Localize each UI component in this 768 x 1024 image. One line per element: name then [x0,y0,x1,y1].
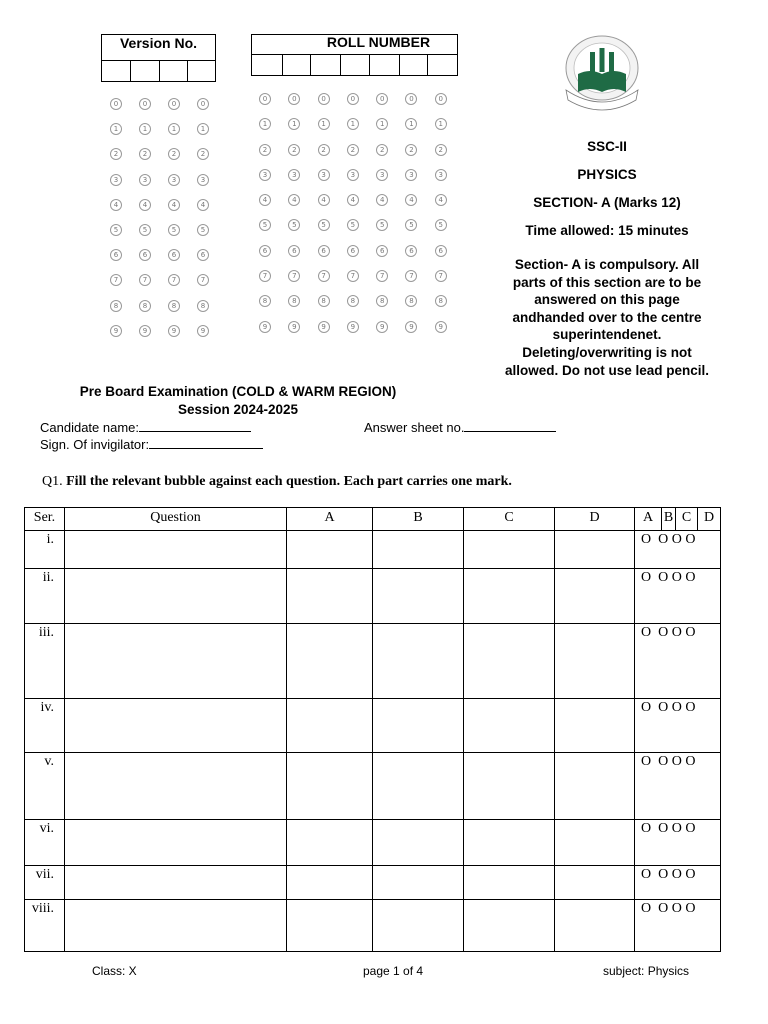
option-b-cell [373,900,464,952]
version-bubble-1[interactable]: 1 [139,123,151,135]
version-bubble-5[interactable]: 5 [197,224,209,236]
answer-bubbles[interactable]: O O O O [635,699,721,753]
option-a-cell [287,569,373,624]
roll-bubble-0[interactable]: 0 [259,93,271,105]
option-a-cell [287,753,373,820]
table-row [25,753,721,820]
roll-bubble-5[interactable]: 5 [347,219,359,231]
roll-bubble-0[interactable]: 0 [347,93,359,105]
roll-bubble-3[interactable]: 3 [347,169,359,181]
header-ser: Ser. [25,508,65,531]
roll-bubble-0[interactable]: 0 [318,93,330,105]
answer-sheet-line[interactable] [464,420,556,432]
row-serial: ii. [25,569,65,624]
question-cell [65,900,287,952]
roll-bubble-2[interactable]: 2 [347,144,359,156]
version-label-text: Version No. [119,35,198,51]
option-a-cell [287,699,373,753]
roll-bubble-8[interactable]: 8 [405,295,417,307]
version-cell[interactable] [130,61,159,81]
row-serial: vii. [25,866,65,900]
roll-cell[interactable] [282,55,311,75]
subject-heading: PHYSICS [577,167,637,182]
option-b-cell [373,569,464,624]
roll-bubble-6[interactable]: 6 [376,245,388,257]
version-bubble-1[interactable]: 1 [168,123,180,135]
question-instruction [42,474,512,490]
row-serial: viii. [25,900,65,952]
roll-bubble-2[interactable]: 2 [405,144,417,156]
roll-bubble-0[interactable]: 0 [288,93,300,105]
question-cell [65,531,287,569]
roll-bubble-6[interactable]: 6 [405,245,417,257]
row-serial: iv. [25,699,65,753]
version-bubble-2[interactable]: 2 [139,148,151,160]
roll-bubble-6[interactable]: 6 [347,245,359,257]
question-cell [65,624,287,699]
roll-bubble-6[interactable]: 6 [435,245,447,257]
table-header-row [25,508,721,531]
roll-bubble-3[interactable]: 3 [376,169,388,181]
roll-bubble-grid [259,93,447,333]
exam-session: Session 2024-2025 [177,402,299,417]
option-d-cell [555,569,635,624]
roll-bubble-3[interactable]: 3 [259,169,271,181]
version-bubble-3[interactable]: 3 [139,174,151,186]
option-a-cell [287,820,373,866]
question-cell [65,753,287,820]
version-bubble-4[interactable]: 4 [139,199,151,211]
class-heading: SSC-II [587,139,627,154]
roll-bubble-9[interactable]: 9 [435,321,447,333]
answer-bubbles[interactable]: O O O O [635,531,721,569]
version-bubble-9[interactable]: 9 [110,325,122,337]
roll-bubble-0[interactable]: 0 [376,93,388,105]
version-bubble-3[interactable]: 3 [110,174,122,186]
instructions-notice: Section- A is compulsory. All parts of this section are to be answered on this page andhanded over to the centre superintendenet. Deleting/overwriting is not allowed. Do not use lead pencil. [504,257,710,378]
roll-bubble-4[interactable]: 4 [376,194,388,206]
mcq-answer-table [24,507,721,952]
roll-bubble-7[interactable]: 7 [288,270,300,282]
header-option-c: C [464,508,555,531]
roll-bubble-1[interactable]: 1 [288,118,300,130]
roll-bubble-9[interactable]: 9 [259,321,271,333]
question-cell [65,699,287,753]
version-bubble-9[interactable]: 9 [139,325,151,337]
option-d-cell [555,900,635,952]
roll-bubble-7[interactable]: 7 [435,270,447,282]
roll-bubble-0[interactable]: 0 [435,93,447,105]
option-c-cell [464,866,555,900]
version-bubble-4[interactable]: 4 [197,199,209,211]
roll-bubble-5[interactable]: 5 [405,219,417,231]
roll-bubble-9[interactable]: 9 [405,321,417,333]
roll-bubble-3[interactable]: 3 [405,169,417,181]
version-bubble-6[interactable]: 6 [197,249,209,261]
answer-bubbles[interactable]: O O O O [635,900,721,952]
roll-bubble-1[interactable]: 1 [347,118,359,130]
invigilator-field[interactable] [40,437,263,452]
header-answer-bubbles [635,508,721,531]
roll-bubble-1[interactable]: 1 [376,118,388,130]
answer-sheet-field[interactable] [364,420,556,435]
roll-cell[interactable] [399,55,428,75]
roll-cell[interactable] [427,55,457,75]
roll-bubble-5[interactable]: 5 [318,219,330,231]
row-serial: iii. [25,624,65,699]
time-allowed: Time allowed: 15 minutes [525,223,689,238]
version-bubble-8[interactable]: 8 [110,300,122,312]
version-bubble-3[interactable]: 3 [197,174,209,186]
version-bubble-8[interactable]: 8 [197,300,209,312]
version-bubble-0[interactable]: 0 [168,98,180,110]
roll-bubble-6[interactable]: 6 [318,245,330,257]
question-rest-text: . Each part carries one mark. [336,474,512,489]
answer-header-d: D [703,510,715,525]
roll-bubble-7[interactable]: 7 [347,270,359,282]
answer-header-a: A [635,508,662,530]
version-bubble-2[interactable]: 2 [197,148,209,160]
option-a-cell [287,624,373,699]
version-bubble-4[interactable]: 4 [168,199,180,211]
version-label [101,34,216,61]
roll-bubble-9[interactable]: 9 [347,321,359,333]
version-bubble-7[interactable]: 7 [110,274,122,286]
roll-number-label-text: ROLL NUMBER [326,34,431,50]
version-bubble-6[interactable]: 6 [139,249,151,261]
roll-bubble-7[interactable]: 7 [318,270,330,282]
option-b-cell [373,753,464,820]
footer-subject: subject: Physics [603,964,690,978]
answer-header-b: B [662,508,676,530]
roll-bubble-5[interactable]: 5 [435,219,447,231]
version-cell[interactable] [102,61,130,81]
roll-cell[interactable] [252,55,282,75]
question-cell [65,569,287,624]
roll-bubble-5[interactable]: 5 [376,219,388,231]
roll-bubble-5[interactable]: 5 [288,219,300,231]
option-d-cell [555,624,635,699]
roll-bubble-8[interactable]: 8 [288,295,300,307]
version-bubble-5[interactable]: 5 [139,224,151,236]
option-d-cell [555,866,635,900]
roll-bubble-8[interactable]: 8 [435,295,447,307]
roll-bubble-1[interactable]: 1 [259,118,271,130]
exam-title-block [40,383,436,419]
version-bubble-6[interactable]: 6 [168,249,180,261]
option-c-cell [464,900,555,952]
question-bold-text: Fill the relevant bubble against each question [66,474,337,489]
roll-bubble-3[interactable]: 3 [318,169,330,181]
roll-bubble-8[interactable]: 8 [259,295,271,307]
version-cell[interactable] [187,61,215,81]
version-bubble-8[interactable]: 8 [168,300,180,312]
roll-bubble-1[interactable]: 1 [405,118,417,130]
version-bubble-0[interactable]: 0 [197,98,209,110]
roll-bubble-7[interactable]: 7 [259,270,271,282]
question-cell [65,820,287,866]
roll-bubble-4[interactable]: 4 [259,194,271,206]
roll-bubble-2[interactable]: 2 [435,144,447,156]
option-b-cell [373,699,464,753]
roll-bubble-4[interactable]: 4 [318,194,330,206]
roll-bubble-3[interactable]: 3 [288,169,300,181]
version-bubble-6[interactable]: 6 [110,249,122,261]
school-crest-logo [556,30,648,114]
roll-bubble-1[interactable]: 1 [435,118,447,130]
version-bubble-0[interactable]: 0 [139,98,151,110]
version-bubble-9[interactable]: 9 [197,325,209,337]
version-cells[interactable] [101,61,216,82]
table-row [25,820,721,866]
header-question: Question [65,508,287,531]
table-row [25,699,721,753]
row-serial: v. [25,753,65,820]
answer-bubbles[interactable]: O O O O [635,866,721,900]
version-bubble-9[interactable]: 9 [168,325,180,337]
option-a-cell [287,900,373,952]
version-bubble-7[interactable]: 7 [139,274,151,286]
roll-number-cells[interactable] [251,55,458,76]
roll-bubble-2[interactable]: 2 [318,144,330,156]
row-serial: vi. [25,820,65,866]
invigilator-label: Sign. Of invigilator: [40,437,150,452]
version-bubble-1[interactable]: 1 [197,123,209,135]
roll-bubble-2[interactable]: 2 [259,144,271,156]
candidate-name-line[interactable] [139,420,251,432]
version-bubble-grid [110,98,209,337]
version-bubble-1[interactable]: 1 [110,123,122,135]
version-bubble-2[interactable]: 2 [168,148,180,160]
roll-bubble-6[interactable]: 6 [259,245,271,257]
table-row [25,531,721,569]
option-b-cell [373,820,464,866]
roll-bubble-7[interactable]: 7 [405,270,417,282]
version-bubble-5[interactable]: 5 [110,224,122,236]
version-bubble-7[interactable]: 7 [168,274,180,286]
table-row [25,569,721,624]
header-option-a: A [287,508,373,531]
invigilator-line[interactable] [149,437,263,449]
answer-bubbles[interactable]: O O O O [635,820,721,866]
option-d-cell [555,699,635,753]
version-cell[interactable] [159,61,188,81]
roll-bubble-2[interactable]: 2 [288,144,300,156]
option-c-cell [464,624,555,699]
roll-bubble-4[interactable]: 4 [288,194,300,206]
answer-bubbles[interactable]: O O O O [635,624,721,699]
version-bubble-3[interactable]: 3 [168,174,180,186]
roll-bubble-4[interactable]: 4 [405,194,417,206]
roll-bubble-5[interactable]: 5 [259,219,271,231]
header-option-d: D [555,508,635,531]
roll-number-label [251,34,458,55]
roll-bubble-1[interactable]: 1 [318,118,330,130]
version-bubble-7[interactable]: 7 [197,274,209,286]
question-cell [65,866,287,900]
candidate-name-label: Candidate name: [40,420,140,435]
roll-bubble-8[interactable]: 8 [376,295,388,307]
version-bubble-2[interactable]: 2 [110,148,122,160]
roll-bubble-6[interactable]: 6 [288,245,300,257]
option-b-cell [373,624,464,699]
row-serial: i. [25,531,65,569]
header-option-b: B [373,508,464,531]
option-c-cell [464,569,555,624]
footer-class: Class: X [92,964,137,978]
version-bubble-5[interactable]: 5 [168,224,180,236]
option-d-cell [555,820,635,866]
answer-sheet-label: Answer sheet no. [364,420,465,435]
roll-bubble-9[interactable]: 9 [318,321,330,333]
option-a-cell [287,531,373,569]
roll-bubble-9[interactable]: 9 [376,321,388,333]
roll-bubble-3[interactable]: 3 [435,169,447,181]
roll-cell[interactable] [369,55,399,75]
question-number: Q1. [42,474,63,489]
exam-title: Pre Board Examination (COLD & WARM REGION) [79,384,397,399]
roll-bubble-8[interactable]: 8 [318,295,330,307]
option-c-cell [464,531,555,569]
roll-bubble-0[interactable]: 0 [405,93,417,105]
section-heading: SECTION- A (Marks 12) [533,195,681,210]
option-d-cell [555,753,635,820]
exam-info-column [498,138,716,379]
option-c-cell [464,753,555,820]
table-row [25,900,721,952]
version-bubble-0[interactable]: 0 [110,98,122,110]
roll-bubble-9[interactable]: 9 [288,321,300,333]
option-a-cell [287,866,373,900]
version-bubble-4[interactable]: 4 [110,199,122,211]
roll-bubble-4[interactable]: 4 [435,194,447,206]
version-bubble-8[interactable]: 8 [139,300,151,312]
table-row [25,866,721,900]
option-c-cell [464,699,555,753]
roll-bubble-8[interactable]: 8 [347,295,359,307]
candidate-name-field[interactable] [40,420,251,435]
roll-cell[interactable] [340,55,369,75]
roll-cell[interactable] [310,55,340,75]
roll-bubble-7[interactable]: 7 [376,270,388,282]
option-b-cell [373,531,464,569]
roll-bubble-2[interactable]: 2 [376,144,388,156]
footer-page: page 1 of 4 [363,964,424,978]
answer-header-c: C [676,508,698,530]
answer-bubbles[interactable]: O O O O [635,753,721,820]
option-c-cell [464,820,555,866]
table-row [25,624,721,699]
answer-bubbles[interactable]: O O O O [635,569,721,624]
option-d-cell [555,531,635,569]
option-b-cell [373,866,464,900]
roll-bubble-4[interactable]: 4 [347,194,359,206]
